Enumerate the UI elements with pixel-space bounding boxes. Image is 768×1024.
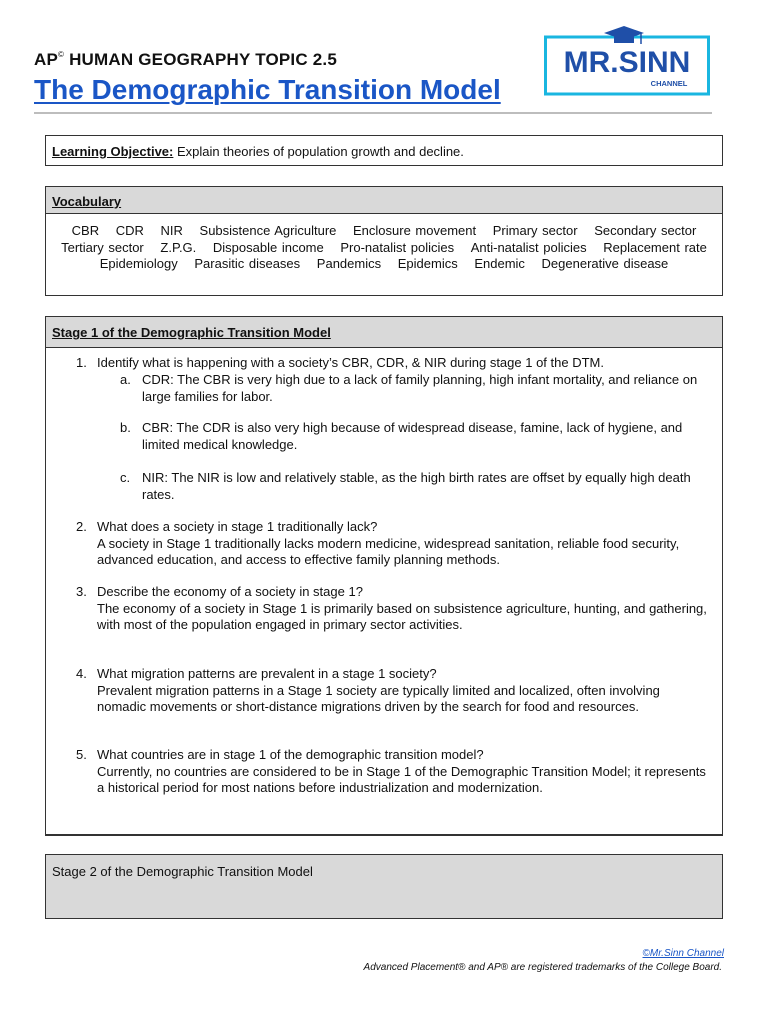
vocab-term: Z.P.G. (160, 239, 197, 255)
question-number: 5. (76, 747, 87, 762)
question-text: Describe the economy of a society in stage 1? (97, 584, 363, 599)
vocab-term: Replacement rate (603, 239, 707, 255)
question-body (97, 666, 712, 716)
sub-letter: b. (120, 420, 131, 435)
question-text: What does a society in stage 1 traditionally lack? (97, 519, 378, 534)
objective-text: Explain theories of population growth and decline. (173, 144, 464, 159)
answer-text: Currently, no countries are considered to be in Stage 1 of the Demographic Transition Model; it represents a historical period for most nations before industrialization and modernization. (97, 763, 706, 795)
stage1-header (46, 317, 722, 348)
vocab-term: Anti-natalist policies (470, 239, 587, 255)
vocab-term: Disposable income (212, 239, 324, 255)
vocab-term: Pandemics (316, 256, 382, 271)
vocab-term: Parasitic diseases (194, 256, 301, 271)
logo-subtext: CHANNEL (650, 79, 688, 88)
sub-letter: c. (120, 470, 131, 485)
vocab-term: CDR (115, 223, 144, 238)
stage2-box (45, 854, 723, 919)
kicker-rest: HUMAN GEOGRAPHY TOPIC 2.5 (64, 50, 337, 69)
vocab-term: Subsistence Agriculture (199, 223, 337, 238)
page-title: The Demographic Transition Model (34, 74, 501, 105)
vocabulary-box (45, 186, 723, 296)
vocab-term: Degenerative disease (541, 256, 669, 271)
question-number: 1. (76, 355, 87, 370)
answer-text: Prevalent migration patterns in a Stage 1 society are typically limited and localized, often involving nomadic movements or short-distance migrations driven by the search for food and resources. (97, 682, 660, 714)
logo-text: MR.SINN (563, 46, 691, 79)
vocab-term: CBR (71, 223, 100, 238)
question-number: 4. (76, 666, 87, 681)
vocab-term: Epidemiology (99, 256, 178, 271)
stage1-box (45, 316, 723, 836)
stage2-label: Stage 2 of the Demographic Transition Model (52, 864, 313, 879)
footer-trademark-note: Advanced Placement® and AP® are registered trademarks of the College Board. (363, 962, 722, 973)
question-number: 3. (76, 584, 87, 599)
vocab-term: Pro-natalist policies (340, 239, 455, 255)
answer-text: A society in Stage 1 traditionally lacks modern medicine, widespread sanitation, reliable food security, advanced education, and access to effective family planning methods. (97, 535, 680, 567)
vocab-term: Secondary sector (594, 223, 697, 238)
sub-answer-text: NIR: The NIR is low and relatively stable, as the high birth rates are offset by equally high death rates. (142, 470, 691, 502)
topic-kicker (34, 50, 337, 70)
kicker-prefix: AP (34, 50, 59, 69)
vocabulary-terms (46, 214, 722, 273)
sub-answer-text: CDR: The CBR is very high due to a lack of family planning, high infant mortality, and reliance on large families for labor. (142, 372, 698, 404)
vocab-term: Primary sector (492, 223, 578, 238)
vocab-term: NIR (160, 223, 183, 238)
footer-channel-link[interactable]: ©Mr.Sinn Channel (642, 948, 724, 959)
stage1-label: Stage 1 of the Demographic Transition Model (52, 325, 331, 340)
question-body (97, 747, 712, 797)
objective-label: Learning Objective: (52, 144, 174, 159)
answer-text: The economy of a society in Stage 1 is primarily based on subsistence agriculture, hunting, and gathering, with most of the population engaged in primary sector activities. (97, 600, 707, 632)
learning-objective-box (45, 135, 723, 166)
vocabulary-header (46, 187, 722, 214)
question-text: What countries are in stage 1 of the demographic transition model? (97, 747, 484, 762)
vocab-term: Endemic (474, 256, 525, 271)
question-body (97, 519, 712, 569)
question-text: What migration patterns are prevalent in a stage 1 society? (97, 666, 437, 681)
sub-letter: a. (120, 372, 131, 387)
vocab-term: Tertiary sector (61, 239, 144, 255)
vocabulary-label: Vocabulary (52, 194, 122, 209)
sub-answer-text: CBR: The CDR is also very high because of widespread disease, famine, lack of hygiene, and limited medical knowledge. (142, 420, 683, 452)
header-divider (34, 112, 712, 114)
question-body (97, 584, 712, 634)
kicker-mark: © (58, 50, 65, 59)
question-text: Identify what is happening with a society’s CBR, CDR, & NIR during stage 1 of the DTM. (97, 355, 604, 370)
question-number: 2. (76, 519, 87, 534)
vocab-term: Epidemics (397, 256, 458, 271)
vocab-term: Enclosure movement (353, 223, 477, 238)
mr-sinn-logo (544, 26, 710, 96)
